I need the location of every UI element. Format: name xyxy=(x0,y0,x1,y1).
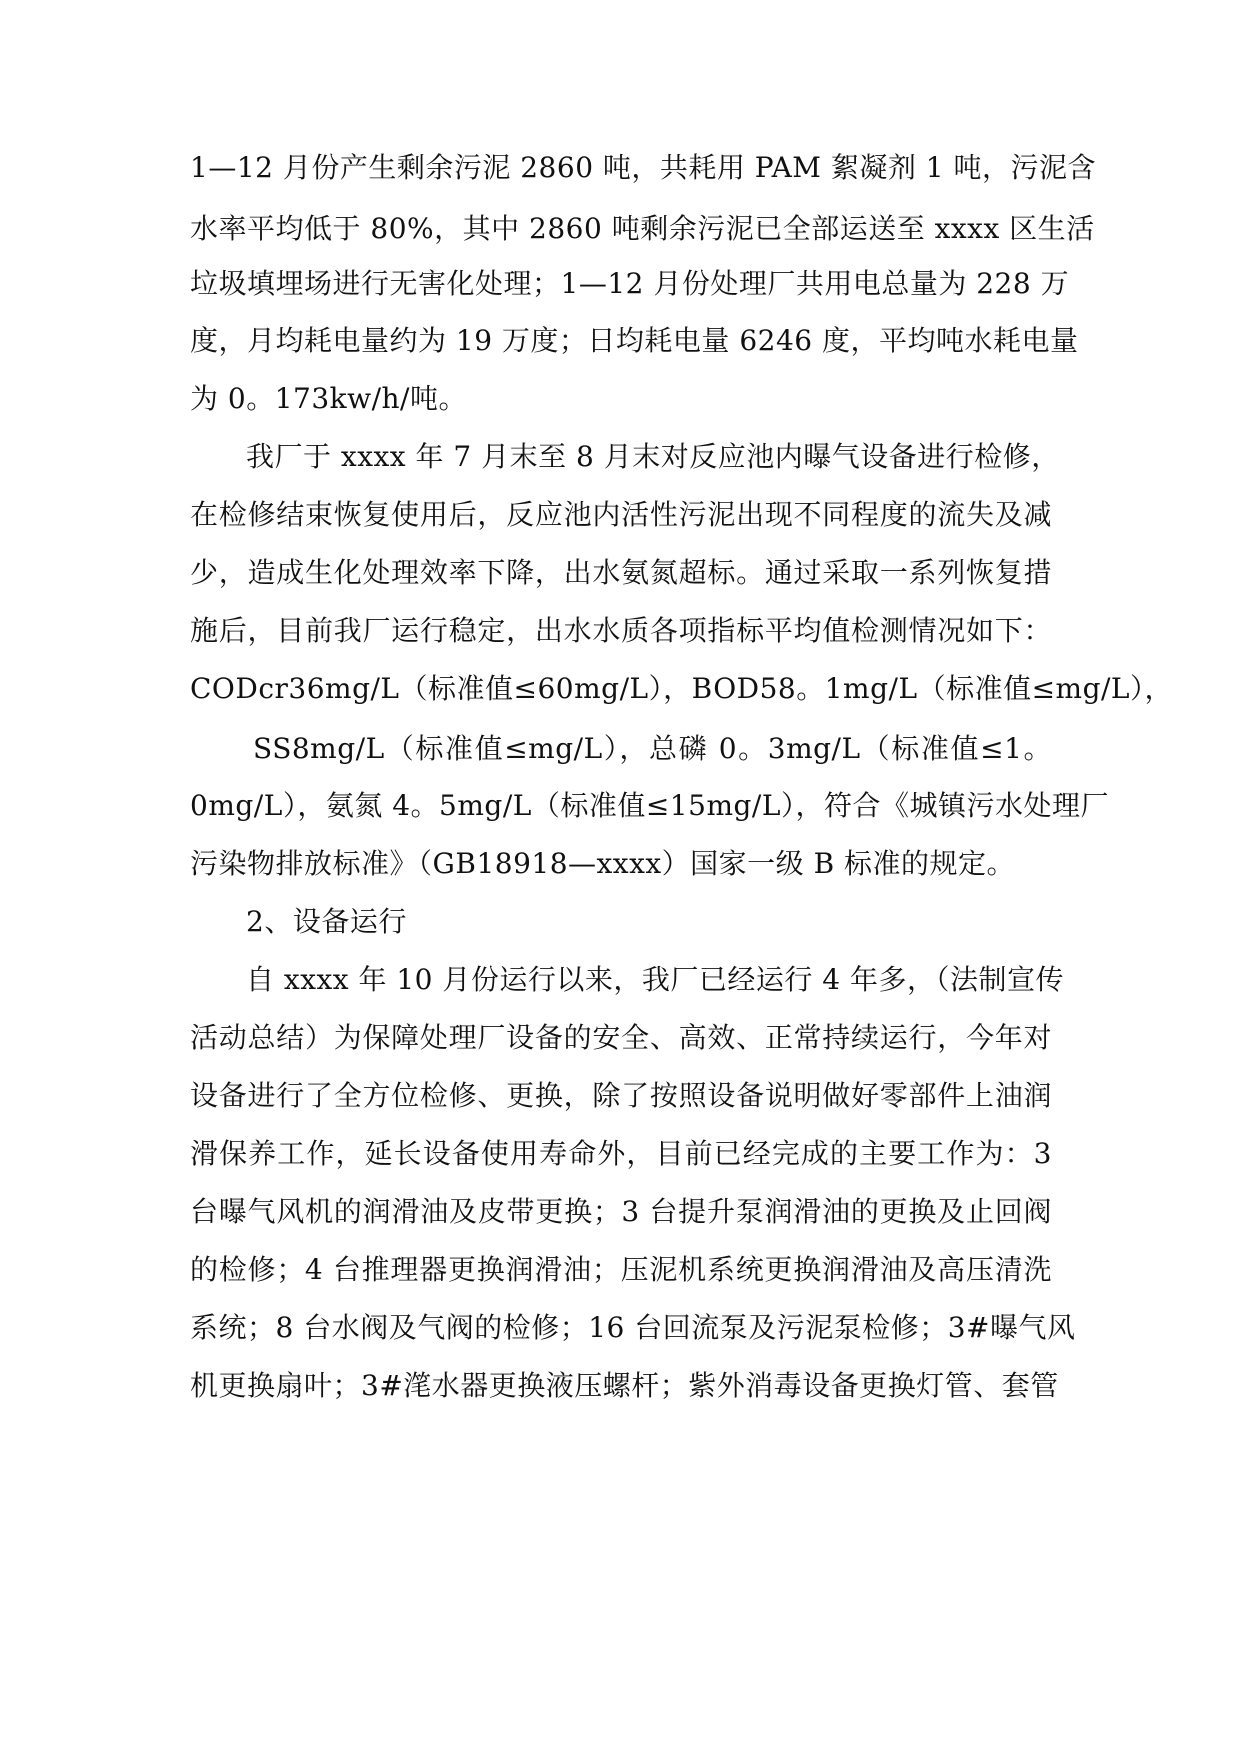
text-line: 台曝气风机的润滑油及皮带更换；3 台提升泵润滑油的更换及止回阀 xyxy=(190,1195,1052,1228)
text-line: 自 xxxx 年 10 月份运行以来，我厂已经运行 4 年多，（法制宣传 xyxy=(246,963,1065,996)
text-line: CODcr36mg/L（标准值≤60mg/L），BOD58。1mg/L（标准值≤mg/L）， xyxy=(190,672,1174,705)
text-line: 0mg/L），氨氮 4。5mg/L（标准值≤15mg/L），符合《城镇污水处理厂 xyxy=(190,789,1109,822)
text-line: 的检修；4 台推理器更换润滑油；压泥机系统更换润滑油及高压清洗 xyxy=(190,1253,1052,1286)
text-line: 我厂于 xxxx 年 7 月末至 8 月末对反应池内曝气设备进行检修， xyxy=(246,440,1060,473)
text-line: 在检修结束恢复使用后，反应池内活性污泥出现不同程度的流失及减 xyxy=(190,498,1052,531)
text-line: 滑保养工作，延长设备使用寿命外，目前已经完成的主要工作为：3 xyxy=(190,1137,1052,1170)
text-line: 1—12 月份产生剩余污泥 2860 吨，共耗用 PAM 絮凝剂 1 吨，污泥含 xyxy=(190,151,1096,184)
text-line: 垃圾填埋场进行无害化处理；1—12 月份处理厂共用电总量为 228 万 xyxy=(190,267,1070,300)
text-line: 为 0。173kw/h/吨。 xyxy=(190,382,467,415)
text-line: 系统；8 台水阀及气阀的检修；16 台回流泵及污泥泵检修；3#曝气风 xyxy=(190,1311,1076,1344)
text-line: 度，月均耗电量约为 19 万度；日均耗电量 6246 度，平均吨水耗电量 xyxy=(190,324,1079,357)
text-line: 少，造成生化处理效率下降，出水氨氮超标。通过采取一系列恢复措 xyxy=(190,556,1052,589)
text-line: 机更换扇叶；3#滗水器更换液压螺杆；紫外消毒设备更换灯管、套管 xyxy=(190,1369,1059,1402)
text-line: SS8mg/L（标准值≤mg/L），总磷 0。3mg/L（标准值≤1。 xyxy=(253,732,1052,765)
text-line: 污染物排放标准》（GB18918—xxxx）国家一级 B 标准的规定。 xyxy=(190,847,1016,880)
text-line: 设备进行了全方位检修、更换，除了按照设备说明做好零部件上油润 xyxy=(190,1079,1052,1112)
section-heading: 2、设备运行 xyxy=(246,905,407,938)
text-line: 施后，目前我厂运行稳定，出水水质各项指标平均值检测情况如下： xyxy=(190,614,1052,647)
text-line: 水率平均低于 80%，其中 2860 吨剩余污泥已全部运送至 xxxx 区生活 xyxy=(190,212,1095,245)
text-line: 活动总结）为保障处理厂设备的安全、高效、正常持续运行，今年对 xyxy=(190,1021,1052,1054)
